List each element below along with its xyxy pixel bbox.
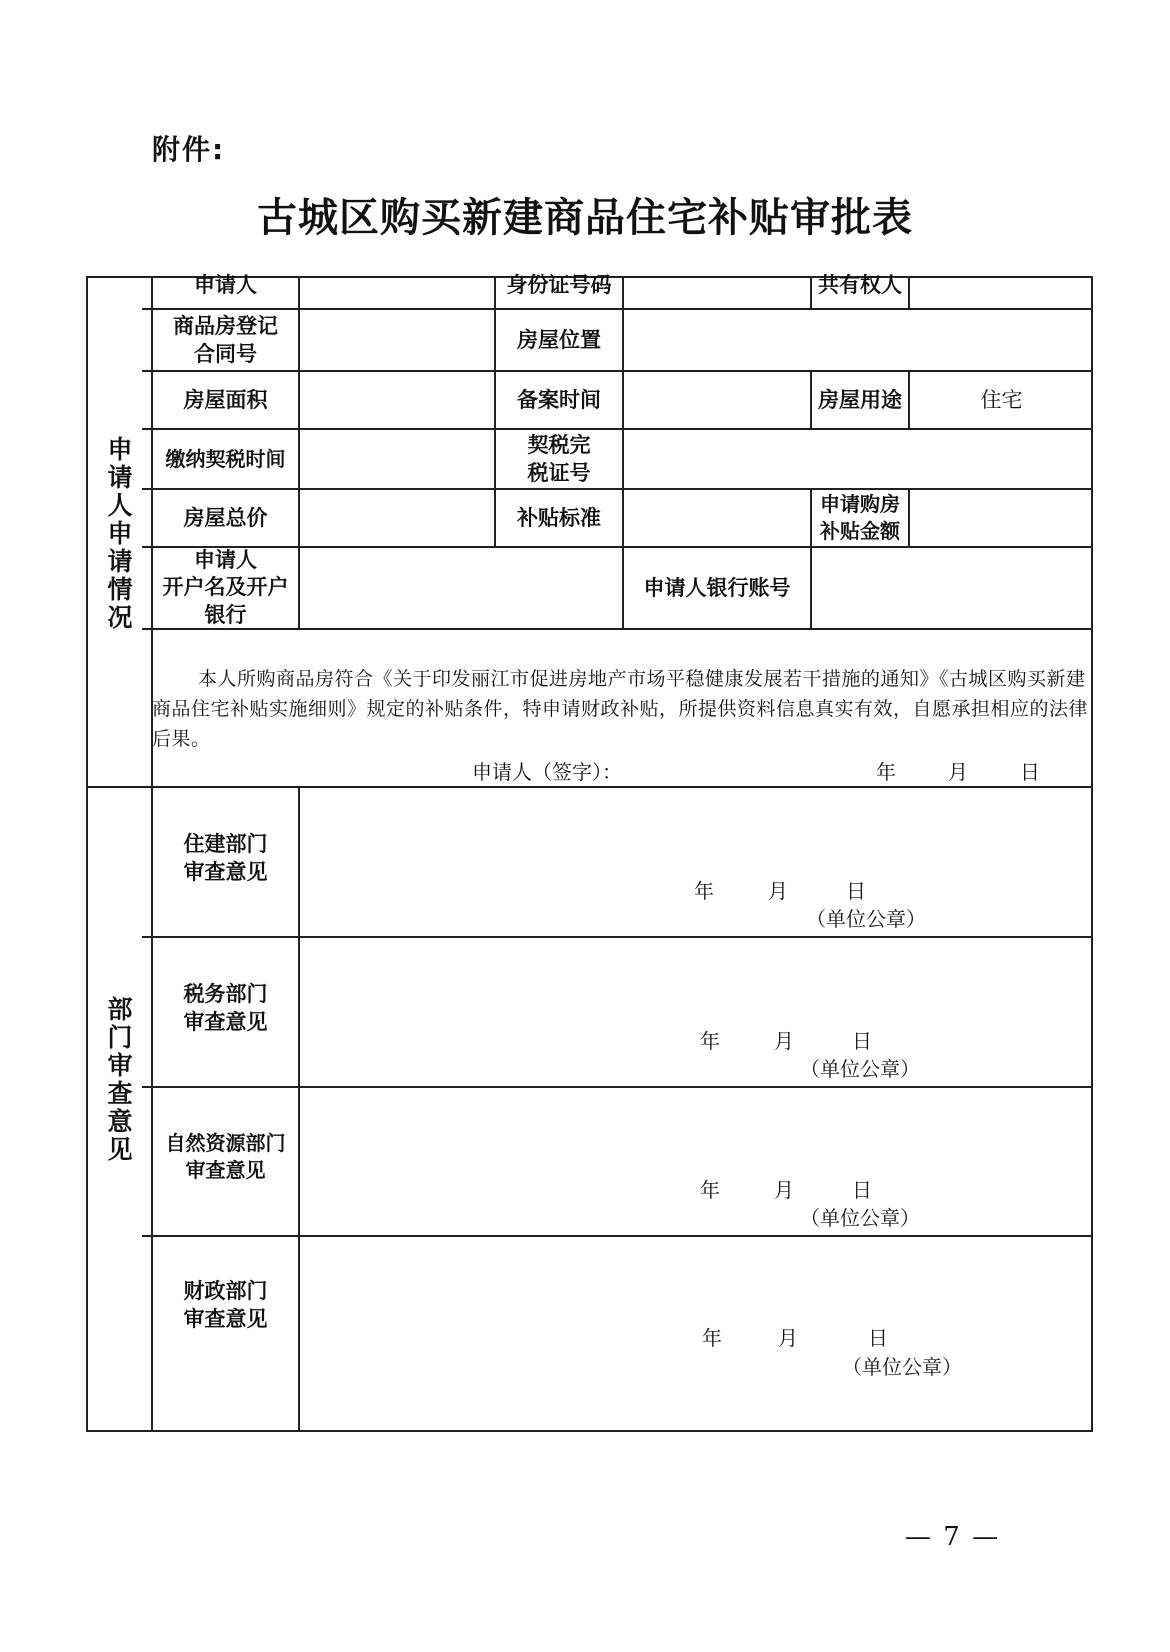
dept-resources-opinion-field[interactable] xyxy=(300,1088,1093,1235)
date-day: 日 xyxy=(868,1326,888,1350)
dept-tax-line1: 税务部门 xyxy=(183,982,268,1006)
bank-name-label-line1: 申请人 xyxy=(194,548,257,573)
applicant-signature-area[interactable] xyxy=(648,744,848,784)
contract-no-field[interactable] xyxy=(300,310,494,370)
dept-tax-label xyxy=(153,938,298,1086)
total-price-field[interactable] xyxy=(300,490,494,546)
date-year: 年 xyxy=(700,1029,720,1053)
subsidy-amount-field[interactable] xyxy=(910,490,1093,546)
dept-resources-date xyxy=(700,1174,872,1203)
applicant-section-label-text: 申请人申请情况 xyxy=(107,435,133,632)
review-section-label xyxy=(88,996,152,1164)
house-use-label: 房屋用途 xyxy=(818,387,902,412)
dept-resources-seal: （单位公章） xyxy=(800,1206,920,1230)
deed-tax-cert-field[interactable] xyxy=(624,430,1093,488)
applicant-label: 申请人 xyxy=(194,272,257,297)
bank-name-label-line2: 开户名及开户 xyxy=(162,575,289,600)
dept-housing-seal: （单位公章） xyxy=(806,907,926,931)
date-year: 年 xyxy=(702,1326,722,1350)
page-number: — 7 — xyxy=(905,1522,1001,1552)
house-use-value: 住宅 xyxy=(980,387,1023,412)
dept-resources-line1: 自然资源部门 xyxy=(165,1131,286,1155)
dept-tax-line2: 审查意见 xyxy=(183,1010,268,1035)
date-month: 月 xyxy=(774,1029,794,1053)
subsidy-amount-label-text: 申请购房补贴金额 xyxy=(820,492,900,543)
dept-tax-opinion-field[interactable] xyxy=(300,938,1093,1086)
dept-housing-label xyxy=(153,788,298,936)
deed-tax-time-field[interactable] xyxy=(300,430,494,488)
dept-resources-label xyxy=(153,1088,298,1235)
applicant-section-label xyxy=(88,436,152,632)
dept-finance-line2: 审查意见 xyxy=(183,1307,268,1332)
approval-form-table xyxy=(86,272,1093,1432)
date-month: 月 xyxy=(774,1178,794,1202)
dept-housing-line1: 住建部门 xyxy=(183,832,268,856)
house-location-field[interactable] xyxy=(624,310,1093,370)
deed-tax-cert-label xyxy=(496,430,622,488)
id-number-field[interactable] xyxy=(624,262,810,308)
applicant-signature-label: 申请人（签字）： xyxy=(472,760,622,784)
date-day: 日 xyxy=(852,1029,872,1053)
dept-tax-seal: （单位公章） xyxy=(800,1057,920,1081)
dept-housing-line2: 审查意见 xyxy=(183,860,268,885)
dept-finance-opinion-field[interactable] xyxy=(300,1237,1093,1432)
bank-name-label xyxy=(153,548,298,628)
form-title: 古城区购买新建商品住宅补贴审批表 xyxy=(257,194,913,241)
declaration-text: 本人所购商品房符合《关于印发丽江市促进房地产市场平稳健康发展若干措施的通知》《古城区购买新建商品住宅补贴实施细则》规定的补贴条件，特申请财政补贴，所提供资料信息真实有效，自愿承担相应的法律后果。 xyxy=(152,668,1089,750)
date-year: 年 xyxy=(876,760,896,784)
bank-account-field[interactable] xyxy=(812,548,1093,628)
subsidy-standard-field[interactable] xyxy=(624,490,810,546)
date-month: 月 xyxy=(778,1326,798,1350)
date-year: 年 xyxy=(694,879,714,903)
deed-tax-time-label: 缴纳契税时间 xyxy=(165,446,286,471)
date-month: 月 xyxy=(768,879,788,903)
house-area-field[interactable] xyxy=(300,372,494,428)
dept-finance-date xyxy=(702,1322,888,1351)
co-owner-label: 共有权人 xyxy=(818,272,902,297)
subsidy-standard-label: 补贴标准 xyxy=(517,505,601,530)
bank-name-field[interactable] xyxy=(300,548,622,628)
applicant-field[interactable] xyxy=(300,262,494,308)
date-day: 日 xyxy=(846,879,866,903)
dept-housing-date xyxy=(694,875,866,904)
bank-account-label: 申请人银行账号 xyxy=(643,575,791,600)
contract-no-label xyxy=(153,310,298,370)
date-day: 日 xyxy=(1020,760,1040,784)
date-year: 年 xyxy=(700,1178,720,1202)
total-price-label: 房屋总价 xyxy=(183,505,268,530)
house-area-label: 房屋面积 xyxy=(183,387,268,412)
date-day: 日 xyxy=(852,1178,872,1202)
dept-finance-line1: 财政部门 xyxy=(183,1279,268,1303)
subsidy-amount-label xyxy=(812,490,908,546)
filing-time-field[interactable] xyxy=(624,372,810,428)
attachment-label: 附件: xyxy=(152,133,226,166)
dept-resources-line2: 审查意见 xyxy=(185,1158,266,1182)
deed-tax-cert-label-text: 契税完税证号 xyxy=(527,432,591,485)
applicant-date xyxy=(876,756,1040,785)
dept-finance-label xyxy=(153,1237,298,1432)
filing-time-label: 备案时间 xyxy=(517,387,601,412)
house-location-label: 房屋位置 xyxy=(517,327,601,352)
dept-housing-opinion-field[interactable] xyxy=(300,788,1093,936)
dept-tax-date xyxy=(700,1025,872,1054)
review-section-label-text: 部门审查意见 xyxy=(107,995,133,1164)
dept-finance-seal: （单位公章） xyxy=(842,1355,962,1379)
id-number-label: 身份证号码 xyxy=(506,272,612,297)
bank-name-label-line3: 银行 xyxy=(204,602,247,627)
contract-no-label-text: 商品房登记合同号 xyxy=(173,313,278,366)
co-owner-field[interactable] xyxy=(910,262,1093,308)
date-month: 月 xyxy=(948,760,968,784)
